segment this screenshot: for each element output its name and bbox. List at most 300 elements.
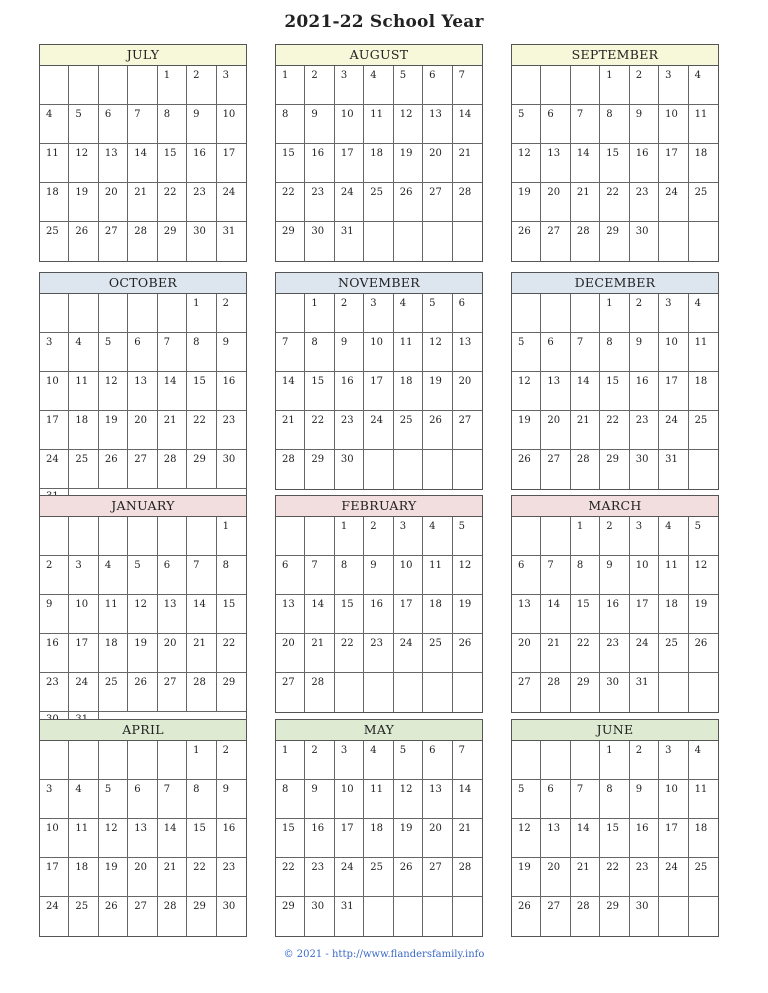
day-number: 11 — [429, 560, 442, 571]
day-cell — [689, 144, 718, 183]
day-cell — [158, 897, 187, 936]
day-cell — [40, 673, 69, 712]
month-grid — [512, 517, 718, 712]
day-number: 13 — [134, 823, 148, 834]
day-number: 25 — [694, 862, 708, 873]
day-cell — [158, 858, 187, 897]
day-cell — [158, 517, 187, 556]
day-cell — [394, 105, 423, 144]
day-cell — [394, 294, 423, 333]
day-cell — [423, 105, 452, 144]
day-number: 30 — [635, 226, 649, 237]
day-number: 28 — [547, 677, 561, 688]
day-number: 24 — [75, 677, 89, 688]
day-number: 15 — [340, 599, 354, 610]
day-cell — [128, 333, 157, 372]
day-number: 16 — [340, 376, 354, 387]
day-cell — [217, 222, 246, 261]
day-number: 2 — [222, 745, 229, 756]
day-number: 2 — [311, 70, 318, 81]
day-cell — [600, 372, 629, 411]
day-cell — [335, 741, 364, 780]
day-cell — [423, 780, 452, 819]
day-cell — [659, 66, 688, 105]
day-cell — [187, 450, 216, 489]
day-cell — [40, 517, 69, 556]
day-cell — [541, 819, 570, 858]
day-cell — [571, 450, 600, 489]
day-number: 6 — [518, 560, 525, 571]
day-number: 26 — [694, 638, 708, 649]
day-number: 8 — [163, 109, 171, 120]
day-number: 22 — [163, 187, 177, 198]
day-cell — [364, 595, 393, 634]
day-cell — [512, 411, 541, 450]
month-name: AUGUST — [276, 45, 482, 66]
day-number: 21 — [163, 415, 177, 426]
day-cell — [423, 411, 452, 450]
day-cell — [276, 741, 305, 780]
day-cell — [217, 556, 246, 595]
day-cell — [40, 897, 69, 936]
day-cell — [276, 183, 305, 222]
day-number: 11 — [46, 148, 59, 159]
day-cell — [187, 819, 216, 858]
day-cell — [659, 595, 688, 634]
day-cell — [276, 897, 305, 936]
day-cell — [128, 66, 157, 105]
day-cell — [276, 819, 305, 858]
day-number: 7 — [576, 784, 584, 795]
day-number: 20 — [547, 415, 561, 426]
day-number: 23 — [46, 677, 59, 688]
day-cell — [305, 222, 334, 261]
day-cell — [630, 105, 659, 144]
day-cell — [571, 183, 600, 222]
day-cell — [158, 556, 187, 595]
day-cell — [335, 673, 364, 712]
month-grid — [40, 741, 246, 936]
day-cell — [541, 144, 570, 183]
day-number: 8 — [193, 784, 200, 795]
day-cell — [187, 411, 216, 450]
day-number: 1 — [222, 521, 229, 532]
day-cell — [630, 517, 659, 556]
day-number: 17 — [635, 599, 649, 610]
day-number: 18 — [104, 638, 118, 649]
day-number: 18 — [46, 187, 59, 198]
day-cell — [423, 897, 452, 936]
day-cell — [630, 183, 659, 222]
day-cell — [453, 333, 482, 372]
day-cell — [630, 66, 659, 105]
day-number: 20 — [429, 823, 442, 834]
day-number: 26 — [104, 454, 118, 465]
day-cell — [69, 556, 98, 595]
day-cell — [512, 517, 541, 556]
day-number: 25 — [75, 454, 89, 465]
day-number: 3 — [46, 337, 53, 348]
day-number: 27 — [547, 454, 561, 465]
day-number: 30 — [635, 454, 649, 465]
day-number: 7 — [576, 337, 584, 348]
day-cell — [128, 517, 157, 556]
day-number: 8 — [193, 337, 200, 348]
day-cell — [40, 634, 69, 673]
day-number: 10 — [340, 109, 354, 120]
day-cell — [423, 517, 452, 556]
day-number: 25 — [694, 415, 708, 426]
month-name: NOVEMBER — [276, 273, 482, 294]
day-cell — [512, 556, 541, 595]
day-cell — [305, 780, 334, 819]
day-number: 14 — [134, 148, 148, 159]
day-number: 28 — [576, 226, 590, 237]
day-cell — [187, 105, 216, 144]
day-cell — [276, 858, 305, 897]
day-number: 20 — [547, 862, 561, 873]
day-cell — [69, 372, 98, 411]
day-cell — [364, 858, 393, 897]
day-number: 7 — [163, 784, 171, 795]
day-cell — [630, 294, 659, 333]
day-cell — [69, 411, 98, 450]
day-cell — [512, 673, 541, 712]
day-number: 5 — [399, 70, 407, 81]
day-number: 13 — [547, 823, 561, 834]
day-cell — [630, 595, 659, 634]
day-number: 16 — [222, 823, 236, 834]
day-number: 11 — [75, 376, 89, 387]
day-number: 15 — [282, 823, 295, 834]
day-cell — [335, 144, 364, 183]
day-number: 26 — [399, 187, 413, 198]
day-number: 12 — [134, 599, 148, 610]
day-cell — [394, 144, 423, 183]
day-cell — [158, 372, 187, 411]
day-number: 14 — [458, 784, 472, 795]
day-cell — [659, 294, 688, 333]
day-number: 19 — [458, 599, 472, 610]
day-number: 6 — [282, 560, 289, 571]
day-cell — [394, 819, 423, 858]
day-number: 17 — [665, 823, 678, 834]
day-cell — [453, 780, 482, 819]
day-number: 28 — [576, 454, 590, 465]
day-cell — [453, 66, 482, 105]
day-number: 19 — [75, 187, 89, 198]
day-cell — [423, 741, 452, 780]
day-number: 4 — [694, 745, 701, 756]
month-december — [511, 272, 719, 490]
day-number: 23 — [340, 415, 354, 426]
day-cell — [364, 897, 393, 936]
day-cell — [571, 222, 600, 261]
day-cell — [40, 595, 69, 634]
day-number: 17 — [46, 862, 59, 873]
day-number: 11 — [694, 784, 708, 795]
day-cell — [69, 222, 98, 261]
day-cell — [128, 411, 157, 450]
day-number: 16 — [193, 148, 206, 159]
day-cell — [630, 372, 659, 411]
day-number: 6 — [547, 784, 554, 795]
day-cell — [40, 450, 69, 489]
day-cell — [364, 819, 393, 858]
day-cell — [276, 634, 305, 673]
day-number: 10 — [222, 109, 236, 120]
day-number: 18 — [665, 599, 678, 610]
day-cell — [187, 673, 216, 712]
day-cell — [276, 222, 305, 261]
day-number: 10 — [665, 109, 678, 120]
day-number: 9 — [635, 784, 643, 795]
day-cell — [364, 66, 393, 105]
day-number: 2 — [370, 521, 377, 532]
day-number: 23 — [311, 862, 325, 873]
day-number: 15 — [576, 599, 590, 610]
day-number: 2 — [635, 70, 643, 81]
day-cell — [689, 105, 718, 144]
day-cell — [394, 780, 423, 819]
day-number: 31 — [222, 226, 236, 237]
day-number: 20 — [134, 862, 148, 873]
day-cell — [99, 741, 128, 780]
day-cell — [40, 858, 69, 897]
day-cell — [40, 741, 69, 780]
day-number: 15 — [193, 823, 206, 834]
day-number: 23 — [193, 187, 206, 198]
day-cell — [276, 673, 305, 712]
day-cell — [423, 450, 452, 489]
day-cell — [630, 222, 659, 261]
day-cell — [69, 450, 98, 489]
day-cell — [128, 372, 157, 411]
day-cell — [69, 780, 98, 819]
day-number: 6 — [104, 109, 112, 120]
day-cell — [40, 780, 69, 819]
day-number: 31 — [340, 226, 354, 237]
day-number: 15 — [606, 148, 620, 159]
day-cell — [40, 144, 69, 183]
day-cell — [659, 450, 688, 489]
day-number: 11 — [370, 109, 384, 120]
month-name: JULY — [40, 45, 246, 66]
day-number: 5 — [399, 745, 407, 756]
day-number: 25 — [75, 901, 89, 912]
day-cell — [571, 858, 600, 897]
day-cell — [659, 411, 688, 450]
day-cell — [512, 66, 541, 105]
day-number: 3 — [222, 70, 229, 81]
day-number: 4 — [399, 298, 407, 309]
day-cell — [659, 673, 688, 712]
day-cell — [512, 105, 541, 144]
day-cell — [453, 634, 482, 673]
day-number: 22 — [576, 638, 590, 649]
day-cell — [512, 897, 541, 936]
day-cell — [512, 819, 541, 858]
day-cell — [689, 411, 718, 450]
day-number: 17 — [222, 148, 236, 159]
day-cell — [689, 517, 718, 556]
day-cell — [689, 897, 718, 936]
day-number: 23 — [370, 638, 384, 649]
day-cell — [128, 780, 157, 819]
day-cell — [99, 372, 128, 411]
day-number: 23 — [606, 638, 620, 649]
day-number: 18 — [75, 415, 89, 426]
day-cell — [335, 183, 364, 222]
day-cell — [364, 741, 393, 780]
day-cell — [423, 372, 452, 411]
day-number: 11 — [370, 784, 384, 795]
day-number: 4 — [370, 70, 377, 81]
day-cell — [217, 144, 246, 183]
day-cell — [187, 66, 216, 105]
day-cell — [276, 372, 305, 411]
month-january — [39, 495, 247, 731]
day-number: 3 — [340, 70, 348, 81]
day-number: 1 — [163, 70, 171, 81]
day-number: 5 — [518, 337, 525, 348]
day-cell — [600, 858, 629, 897]
day-number: 8 — [606, 337, 613, 348]
day-number: 13 — [282, 599, 295, 610]
day-cell — [158, 183, 187, 222]
day-cell — [40, 333, 69, 372]
day-number: 27 — [104, 226, 118, 237]
day-number: 3 — [635, 521, 643, 532]
day-cell — [69, 897, 98, 936]
day-cell — [99, 222, 128, 261]
day-number: 8 — [222, 560, 229, 571]
day-number: 1 — [340, 521, 348, 532]
day-number: 6 — [547, 109, 554, 120]
day-cell — [158, 595, 187, 634]
day-number: 10 — [665, 337, 678, 348]
day-cell — [571, 897, 600, 936]
day-number: 24 — [340, 862, 354, 873]
day-number: 21 — [458, 823, 472, 834]
day-cell — [40, 183, 69, 222]
day-cell — [335, 634, 364, 673]
day-cell — [453, 183, 482, 222]
day-cell — [128, 222, 157, 261]
day-number: 12 — [518, 823, 531, 834]
day-cell — [364, 144, 393, 183]
day-number: 12 — [518, 376, 531, 387]
day-cell — [541, 858, 570, 897]
day-number: 22 — [606, 862, 620, 873]
day-number: 31 — [635, 677, 649, 688]
day-cell — [571, 556, 600, 595]
day-number: 1 — [606, 70, 613, 81]
day-cell — [541, 741, 570, 780]
day-cell — [364, 517, 393, 556]
month-name: APRIL — [40, 720, 246, 741]
day-cell — [69, 741, 98, 780]
day-number: 25 — [694, 187, 708, 198]
day-cell — [571, 144, 600, 183]
day-cell — [600, 183, 629, 222]
day-number: 27 — [134, 901, 148, 912]
day-number: 30 — [222, 901, 236, 912]
day-number: 1 — [282, 70, 289, 81]
month-name: JANUARY — [40, 496, 246, 517]
month-july — [39, 44, 247, 262]
day-number: 30 — [222, 454, 236, 465]
day-cell — [394, 333, 423, 372]
day-cell — [128, 144, 157, 183]
day-cell — [541, 183, 570, 222]
day-cell — [571, 673, 600, 712]
day-cell — [689, 294, 718, 333]
day-number: 2 — [635, 298, 643, 309]
day-number: 10 — [46, 376, 59, 387]
day-cell — [335, 517, 364, 556]
day-number: 26 — [399, 862, 413, 873]
day-cell — [364, 411, 393, 450]
day-cell — [659, 780, 688, 819]
day-cell — [187, 897, 216, 936]
day-number: 9 — [635, 109, 643, 120]
day-number: 13 — [104, 148, 118, 159]
day-number: 5 — [518, 784, 525, 795]
day-number: 13 — [429, 109, 442, 120]
day-cell — [99, 105, 128, 144]
day-number: 14 — [576, 376, 590, 387]
day-number: 20 — [458, 376, 472, 387]
day-cell — [305, 372, 334, 411]
day-cell — [394, 183, 423, 222]
day-cell — [423, 634, 452, 673]
day-cell — [512, 634, 541, 673]
day-number: 9 — [311, 109, 318, 120]
day-cell — [217, 517, 246, 556]
month-name: MARCH — [512, 496, 718, 517]
day-number: 16 — [635, 376, 649, 387]
day-number: 29 — [163, 226, 177, 237]
day-number: 5 — [429, 298, 436, 309]
day-number: 1 — [606, 298, 613, 309]
day-number: 11 — [665, 560, 678, 571]
day-cell — [69, 819, 98, 858]
day-number: 15 — [282, 148, 295, 159]
day-cell — [99, 819, 128, 858]
day-number: 4 — [75, 337, 82, 348]
day-number: 19 — [399, 148, 413, 159]
day-number: 20 — [518, 638, 531, 649]
day-number: 19 — [104, 862, 118, 873]
day-number: 3 — [46, 784, 53, 795]
day-number: 28 — [163, 454, 177, 465]
day-cell — [305, 66, 334, 105]
day-number: 18 — [370, 823, 384, 834]
day-cell — [128, 556, 157, 595]
day-cell — [453, 144, 482, 183]
day-number: 13 — [547, 376, 561, 387]
day-cell — [630, 741, 659, 780]
day-number: 21 — [282, 415, 295, 426]
day-cell — [394, 897, 423, 936]
day-number: 18 — [694, 376, 708, 387]
day-cell — [364, 780, 393, 819]
day-cell — [305, 294, 334, 333]
day-number: 15 — [163, 148, 177, 159]
day-cell — [128, 858, 157, 897]
day-cell — [364, 372, 393, 411]
